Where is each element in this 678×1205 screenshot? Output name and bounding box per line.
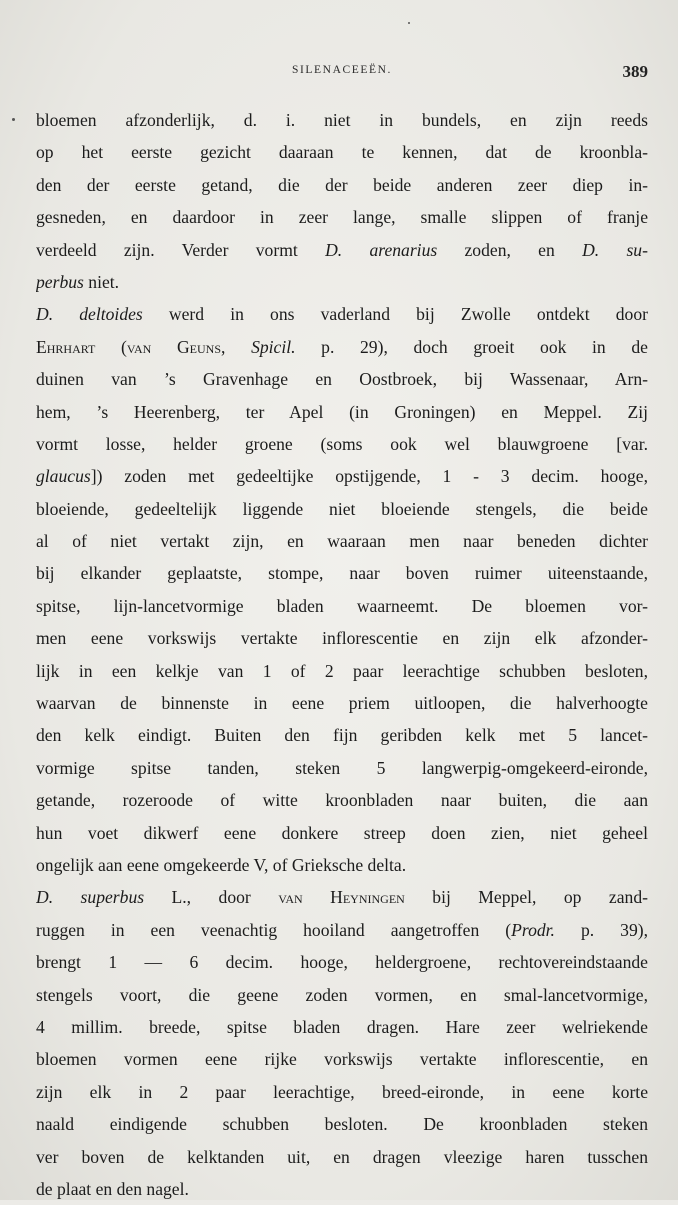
text-line [36, 590, 648, 622]
text-run: waarvan de binnenste in eene priem uitloopen, die halverhoogte [36, 693, 648, 714]
small-caps-text: van Geuns [126, 336, 222, 357]
text-run: spitse, lijn-lancetvormige bladen waarneemt. De bloemen vor- [36, 595, 648, 616]
text-run: ruggen in een veenachtig hooiland aangetroffen ( [36, 919, 512, 940]
text-run: vormt losse, helder groene (soms ook wel blauwgroene [var. [36, 433, 648, 454]
text-line [36, 428, 648, 460]
text-run: brengt 1 — 6 decim. hooge, heldergroene, rechtovereindstaande [36, 952, 648, 973]
text-run: hun voet dikwerf eene donkere streep doen zien, niet geheel [36, 822, 648, 843]
italic-text: D. arenarius [325, 239, 438, 260]
text-line [36, 622, 648, 654]
text-run: ( [95, 336, 127, 357]
text-run: , [221, 336, 252, 357]
text-run: bloemen vormen eene rijke vorkswijs vertakte inflorescentie, en [36, 1049, 648, 1070]
italic-text: Spicil. [251, 336, 296, 357]
text-line [36, 460, 648, 492]
text-run: L., door [144, 887, 279, 908]
text-run: bloeiende, gedeeltelijk liggende niet bloeiende stengels, die beide [36, 498, 648, 519]
italic-text: perbus [36, 271, 84, 292]
text-run: men eene vorkswijs vertakte inflorescentie en zijn elk afzonder- [36, 628, 648, 649]
text-run: bij elkander geplaatste, stompe, naar boven ruimer uiteenstaande, [36, 563, 648, 584]
italic-text: D. deltoides [36, 304, 143, 325]
text-line [36, 169, 648, 201]
text-line [36, 687, 648, 719]
text-run: p. 39), [554, 919, 648, 940]
text-line [36, 104, 648, 136]
text-run: gesneden, en daardoor in zeer lange, smalle slippen of franje [36, 207, 648, 228]
text-run: bloemen afzonderlijk, d. i. niet in bundels, en zijn reeds [36, 110, 648, 130]
text-line [36, 849, 648, 881]
text-line [36, 201, 648, 233]
page-header [36, 62, 648, 84]
italic-text: D. superbus [36, 887, 145, 908]
body-text [36, 104, 648, 1205]
text-line [36, 752, 648, 784]
print-speck [408, 22, 410, 24]
text-line [36, 1076, 648, 1108]
text-line [36, 1141, 648, 1173]
text-line [36, 719, 648, 751]
italic-text: Prodr. [511, 919, 555, 940]
small-caps-text: Ehrhart [36, 336, 96, 357]
text-run: al of niet vertakt zijn, en waaraan men naar beneden dichter [36, 531, 648, 552]
text-run: ver boven de kelktanden uit, en dragen vleezige haren tusschen [36, 1146, 648, 1167]
small-caps-text: van Heyningen [278, 887, 405, 908]
text-run: den kelk eindigt. Buiten den fijn geribden kelk met 5 lancet- [36, 725, 648, 746]
text-run: zijn elk in 2 paar leerachtige, breed-eironde, in eene korte [36, 1081, 648, 1102]
text-line [36, 979, 648, 1011]
italic-text: D. su- [582, 239, 648, 260]
text-line [36, 946, 648, 978]
text-run: den der eerste getand, die der beide anderen zeer diep in- [36, 174, 648, 195]
text-line [36, 298, 648, 330]
text-run: vormige spitse tanden, steken 5 langwerpig-omgekeerd-eironde, [36, 757, 648, 778]
text-line [36, 655, 648, 687]
text-run: getande, rozeroode of witte kroonbladen naar buiten, die aan [36, 790, 648, 811]
text-line [36, 1173, 648, 1205]
text-line [36, 493, 648, 525]
text-line [36, 234, 648, 266]
text-run: lijk in een kelkje van 1 of 2 paar leerachtige schubben besloten, [36, 660, 648, 681]
text-run: ]) zoden met gedeeltijke opstijgende, 1 - 3 decim. hooge, [90, 466, 648, 487]
text-run: ongelijk aan eene omgekeerde V, of Grieksche delta. [36, 854, 407, 875]
print-speck [12, 118, 15, 121]
running-head: SILENACEEËN. [291, 64, 392, 76]
text-run: 4 millim. breede, spitse bladen dragen. Hare zeer welriekende [36, 1016, 648, 1037]
text-line [36, 914, 648, 946]
text-line [36, 1043, 648, 1075]
text-run: verdeeld zijn. Verder vormt [36, 239, 326, 260]
text-run: niet. [83, 271, 120, 292]
text-run: hem, ’s Heerenberg, ter Apel (in Groningen) en Meppel. Zij [36, 401, 648, 422]
text-line [36, 331, 648, 363]
italic-text: glaucus [36, 466, 91, 487]
text-run: op het eerste gezicht daaraan te kennen, dat de kroonbla- [36, 142, 648, 163]
text-line [36, 557, 648, 589]
text-line [36, 136, 648, 168]
text-run: naald eindigende schubben besloten. De kroonbladen steken [36, 1114, 648, 1135]
page-number: 389 [622, 62, 648, 81]
text-line [36, 881, 648, 913]
text-run: werd in ons vaderland bij Zwolle ontdekt door [142, 304, 648, 325]
text-line [36, 784, 648, 816]
text-run: bij Meppel, op zand- [404, 887, 648, 908]
text-run: de plaat en den nagel. [36, 1178, 189, 1199]
text-run: duinen van ’s Gravenhage en Oostbroek, bij Wassenaar, Arn- [36, 369, 648, 390]
text-run: zoden, en [437, 239, 583, 260]
text-run: stengels voort, die geene zoden vormen, en smal-lancetvormige, [36, 984, 648, 1005]
text-line [36, 396, 648, 428]
text-line [36, 1108, 648, 1140]
text-line [36, 817, 648, 849]
text-line [36, 525, 648, 557]
text-line [36, 266, 648, 298]
text-run: p. 29), doch groeit ook in de [295, 336, 648, 357]
text-line [36, 1011, 648, 1043]
text-line [36, 363, 648, 395]
